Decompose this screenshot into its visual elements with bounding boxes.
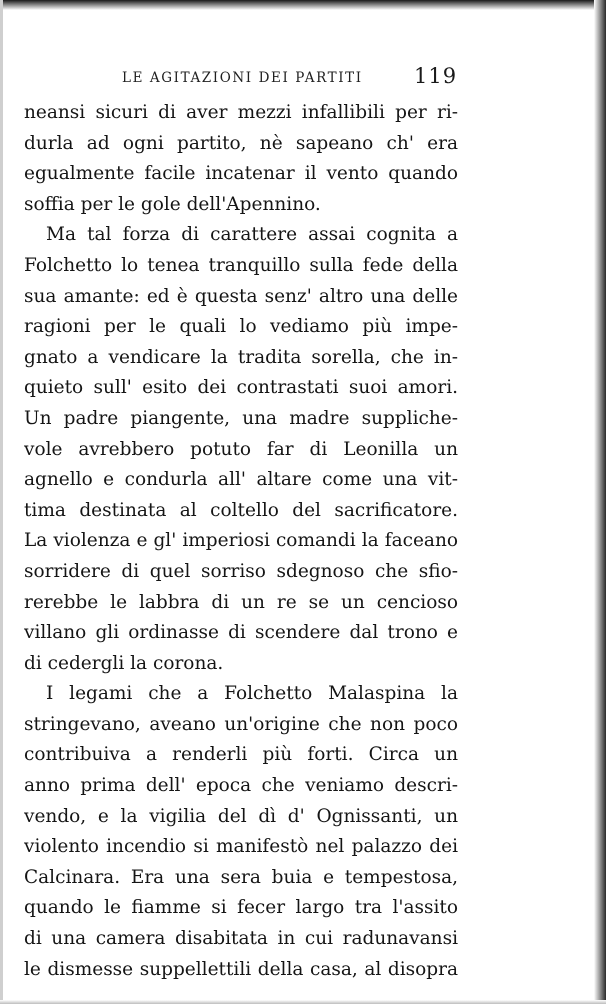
text-line: contribuiva a renderli più forti. Circa un — [24, 744, 458, 766]
text-line: violento incendio si manifestò nel palazzo dei — [24, 836, 458, 858]
scan-edge-right — [594, 0, 606, 1004]
text-line: quieto sull' esito dei contrastati suoi amori. — [24, 377, 458, 399]
text-line: vendo, e la vigilia del dì d' Ognissanti, un — [24, 805, 458, 827]
text-line: egualmente facile incatenar il vento quando — [24, 163, 458, 185]
text-line: tima destinata al coltello del sacrificatore. — [24, 499, 458, 521]
text-line: quando le fiamme si fecer largo tra l'assito — [24, 897, 458, 919]
text-line: sorridere di quel sorriso sdegnoso che sfio- — [24, 560, 458, 582]
text-line: Calcinara. Era una sera buia e tempestosa, — [24, 866, 458, 888]
text-line: soffia per le gole dell'Apennino. — [24, 193, 321, 215]
text-line: le dismesse suppellettili della casa, al disopra — [24, 958, 458, 980]
text-line: La violenza e gl' imperiosi comandi la faceano — [24, 530, 458, 552]
text-line: Un padre piangente, una madre suppliche- — [24, 407, 458, 429]
text-line: di cedergli la corona. — [24, 652, 224, 674]
text-line: di una camera disabitata in cui radunavansi — [24, 928, 458, 950]
scan-edge-left — [0, 0, 3, 1004]
text-line: I legami che a Folchetto Malaspina la — [46, 683, 458, 705]
text-line: ragioni per le quali lo vediamo più impe- — [24, 316, 458, 338]
text-line: villano gli ordinasse di scendere dal trono e — [24, 622, 458, 644]
text-line: gnato a vendicare la tradita sorella, che in- — [24, 346, 458, 368]
text-line: anno prima dell' epoca che veniamo descri- — [24, 775, 458, 797]
text-line: rerebbe le labbra di un re se un cencioso — [24, 591, 458, 613]
text-line: durla ad ogni partito, nè sapeano ch' era — [24, 132, 458, 154]
text-line: stringevano, aveano un'origine che non poco — [24, 713, 458, 735]
scan-edge-top — [0, 0, 606, 10]
page-number: 119 — [414, 64, 458, 88]
text-line: agnello e condurla all' altare come una vit- — [24, 469, 458, 491]
running-head: LE AGITAZIONI DEI PARTITI — [122, 70, 363, 86]
text-line: neansi sicuri di aver mezzi infallibili per ri- — [24, 102, 458, 123]
scan-edge-bottom — [0, 1000, 606, 1004]
text-line: sua amante: ed è questa senz' altro una delle — [24, 285, 458, 307]
text-line: vole avrebbero potuto far di Leonilla un — [24, 438, 458, 460]
text-line: Ma tal forza di carattere assai cognita a — [46, 224, 458, 246]
body-text — [24, 98, 458, 985]
text-line: Folchetto lo tenea tranquillo sulla fede della — [24, 254, 458, 276]
